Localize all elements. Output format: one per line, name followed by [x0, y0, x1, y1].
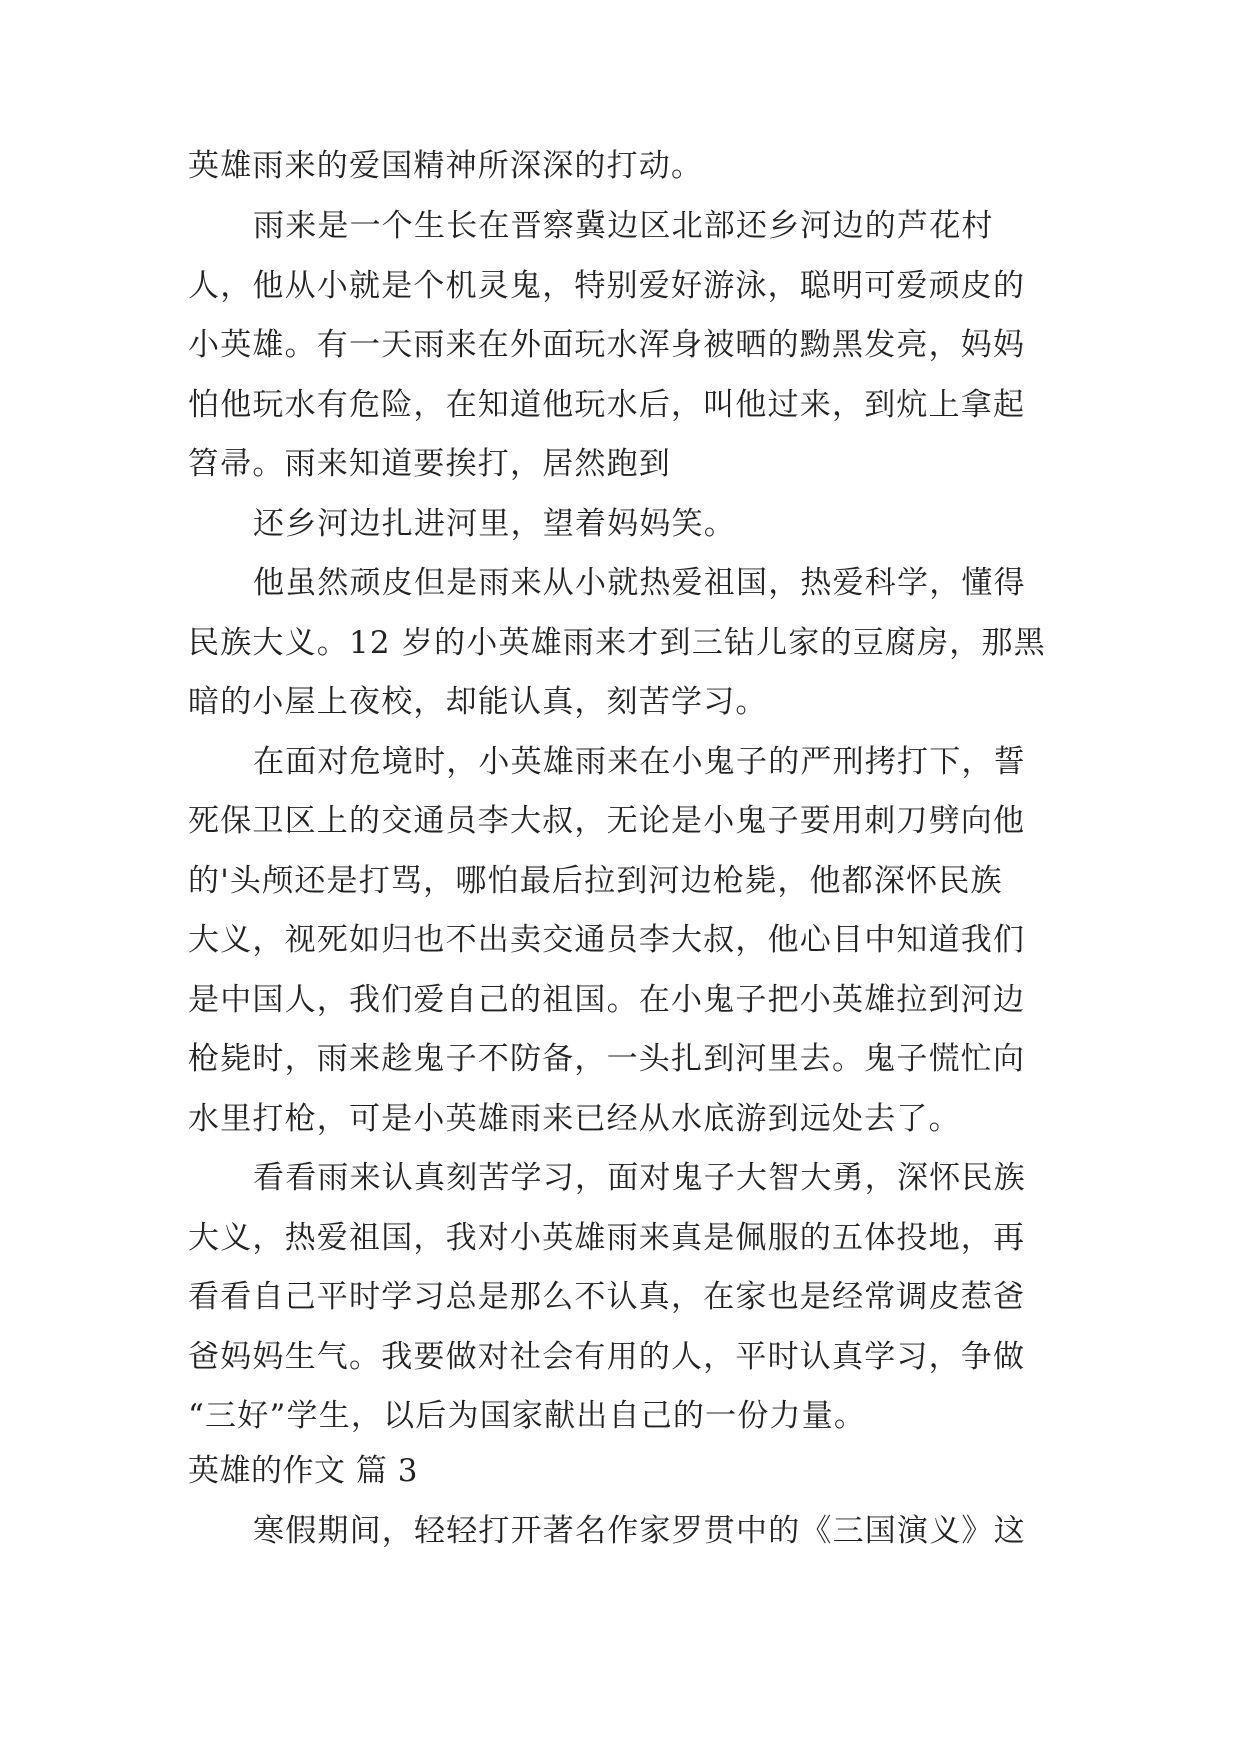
- text-line: 民族大义。12 岁的小英雄雨来才到三钻儿家的豆腐房，那黑: [188, 625, 1046, 661]
- text-line: 的'头颅还是打骂，哪怕最后拉到河边枪毙，他都深怀民族: [188, 863, 1003, 899]
- text-line: 枪毙时，雨来趁鬼子不防备，一头扎到河里去。鬼子慌忙向: [188, 1041, 1026, 1077]
- text-line: 怕他玩水有危险，在知道他玩水后，叫他过来，到炕上拿起: [188, 387, 1026, 423]
- text-line: 笤帚。雨来知道要挨打，居然跑到: [188, 446, 671, 482]
- text-line: 是中国人，我们爱自己的祖国。在小鬼子把小英雄拉到河边: [188, 982, 1026, 1018]
- paragraph-start-line: 看看雨来认真刻苦学习，面对鬼子大智大勇，深怀民族: [253, 1160, 1026, 1196]
- text-line: 英雄雨来的爱国精神所深深的打动。: [188, 148, 704, 184]
- text-line: 爸妈妈生气。我要做对社会有用的人，平时认真学习，争做: [188, 1339, 1026, 1375]
- paragraph-start-line: 还乡河边扎进河里，望着妈妈笑。: [253, 506, 736, 542]
- text-line: 小英雄。有一天雨来在外面玩水浑身被晒的黝黑发亮，妈妈: [188, 327, 1026, 363]
- text-line: 水里打枪，可是小英雄雨来已经从水底游到远处去了。: [188, 1101, 961, 1137]
- text-line: 大义，热爱祖国，我对小英雄雨来真是佩服的五体投地，再: [188, 1220, 1026, 1256]
- text-line: 大义，视死如归也不出卖交通员李大叔，他心目中知道我们: [188, 922, 1026, 958]
- paragraph-start-line: 雨来是一个生长在晋察冀边区北部还乡河边的芦花村: [253, 208, 994, 244]
- text-line: “三好”学生，以后为国家献出自己的一份力量。: [188, 1398, 867, 1434]
- paragraph-start-line: 寒假期间，轻轻打开著名作家罗贯中的《三国演义》这: [253, 1513, 1026, 1549]
- paragraph-start-line: 他虽然顽皮但是雨来从小就热爱祖国，热爱科学，懂得: [253, 565, 1026, 601]
- section-heading: 英雄的作文 篇 3: [188, 1453, 418, 1489]
- paragraph-start-line: 在面对危境时，小英雄雨来在小鬼子的严刑拷打下，誓: [253, 744, 1026, 780]
- text-line: 暗的小屋上夜校，却能认真，刻苦学习。: [188, 684, 768, 720]
- text-line: 人，他从小就是个机灵鬼，特别爱好游泳，聪明可爱顽皮的: [188, 268, 1026, 304]
- text-line: 看看自己平时学习总是那么不认真，在家也是经常调皮惹爸: [188, 1279, 1026, 1315]
- text-line: 死保卫区上的交通员李大叔，无论是小鬼子要用刺刀劈向他: [188, 803, 1026, 839]
